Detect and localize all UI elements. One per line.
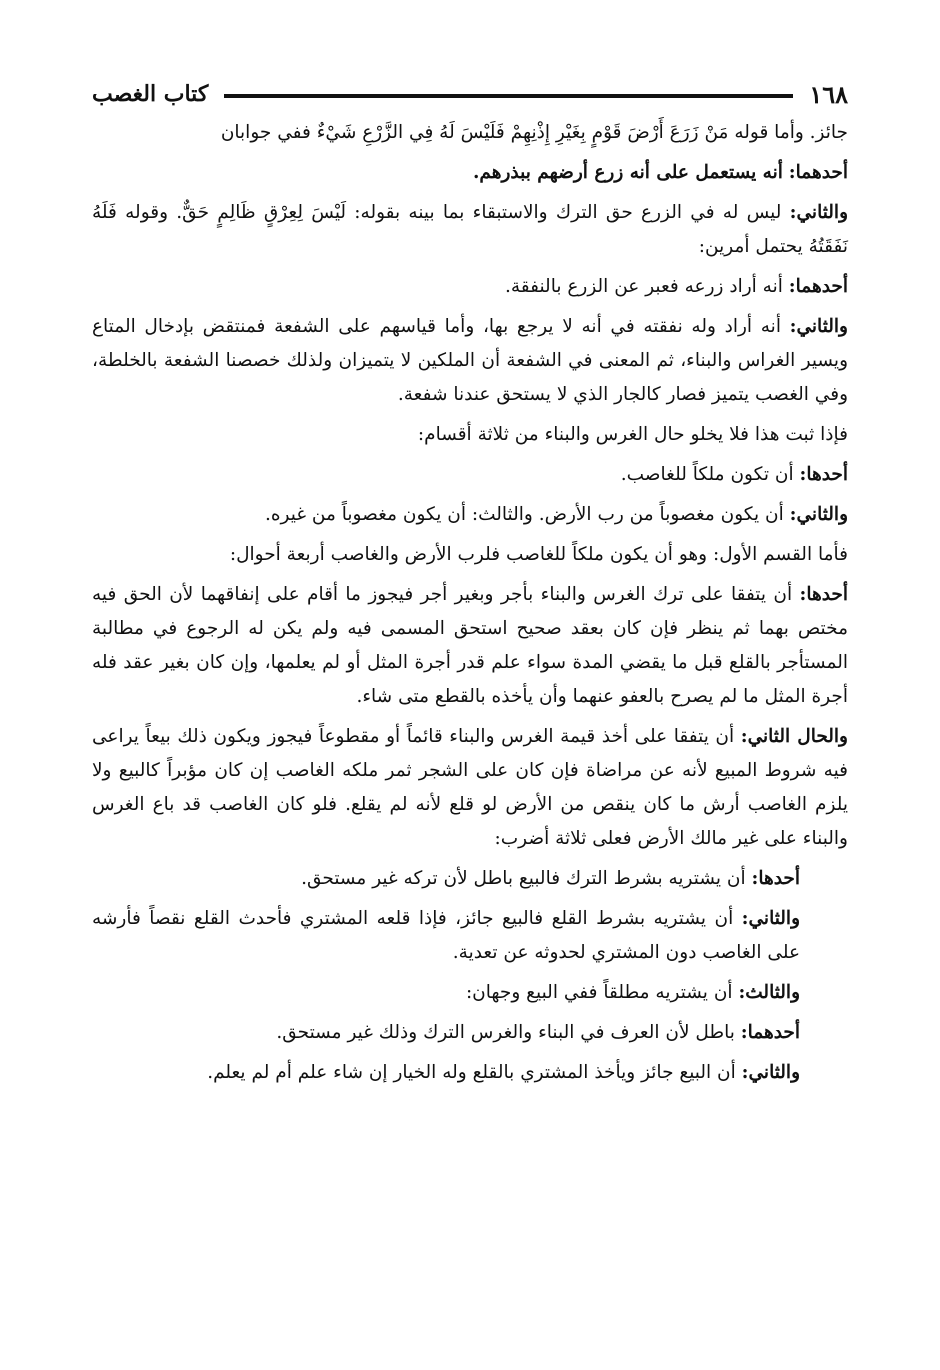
page-body bbox=[92, 116, 848, 1096]
paragraph: والثاني: أن يكون مغصوباً من رب الأرض. والثالث: أن يكون مغصوباً من غيره. bbox=[264, 504, 848, 525]
paragraph: فأما القسم الأول: وهو أن يكون ملكاً للغاصب فلرب الأرض والغاصب أربعة أحوال: bbox=[229, 544, 848, 565]
book-title: كتاب الغصب bbox=[92, 81, 209, 107]
header-rule bbox=[224, 94, 793, 98]
paragraph: والحال الثاني: أن يتفقا على أخذ قيمة الغرس والبناء قائماً أو مقطوعاً فيجوز ويكون ذلك بيعاً يراعى فيه شروط المبيع لأنه عن مراضاة فإن كان على الشجر ثمر ملكه الغاصب إن كان مؤبراً كالبيع ولا يلزم الغاصب أرش ما كان ينقص من الأرض لو قلع لأنه لم يقلع. فلو كان الغاصب قد باع الغرس والبناء على غير مالك الأرض فعلى ثلاثة أضرب: bbox=[92, 726, 848, 849]
paragraph: فإذا ثبت هذا فلا يخلو حال الغرس والبناء من ثلاثة أقسام: bbox=[417, 424, 848, 445]
paragraph: والثاني: أن يشتريه بشرط القلع فالبيع جائز، فإذا قلعه المشتري فأحدث القلع نقصاً فأرشه على الغاصب دون المشتري لحدوثه عن تعدية. bbox=[92, 908, 800, 963]
paragraph: أحدهما: أنه يستعمل على أنه زرع أرضهم ببذرهم. bbox=[472, 162, 848, 183]
paragraph: جائز. وأما قوله مَنْ زَرَعَ أَرْضَ قَوْمٍ بِغَيْرِ إِذْنِهِمْ فَلَيْسَ لَهُ فِي الزَّرْعِ شَيْءٌ ففي جوابان bbox=[220, 122, 848, 143]
paragraph: والثاني: أنه أراد وله نفقته في أنه لا يرجع بها، وأما قياسهم على الشفعة فمنتقض بإدخال المتاع ويسير الغراس والبناء، ثم المعنى في الشفعة أن الملكين لا يتميزان ولذلك خصصنا الشفعة بالخلطة، وفي الغصب يتميز فصار كالجار الذي لا يستحق عندنا شفعة. bbox=[92, 316, 848, 405]
paragraph: والثالث: أن يشتريه مطلقاً ففي البيع وجهان: bbox=[465, 982, 800, 1003]
paragraph: أحدها: أن يتفقا على ترك الغرس والبناء بأجر وبغير أجر فيجوز ما أقام على إنفاقهما لأن الحق فيه مختص بهما ثم ينظر فإن كان بعقد صحيح استحق المسمى فيه ولم يكن له الرجوع في مطالبة المستأجر بالقلع قبل ما يقضي المدة سواء علم قدر أجرة المثل أو لم يعلمها، وإن كان بغير عقد فله أجرة المثل ما لم يصرح بالعفو عنهما وأن يأخذه بالقطع متى شاء. bbox=[92, 584, 848, 707]
page-header bbox=[92, 74, 848, 114]
paragraph: والثاني: ليس له في الزرع حق الترك والاستبقاء بما بينه بقوله: لَيْسَ لِعِرْقٍ ظَالِمٍ حَقٌّ. وقوله فَلَهُ نَفَقَتُهُ يحتمل أمرين: bbox=[92, 202, 848, 257]
paragraph: والثاني: أن البيع جائز ويأخذ المشتري بالقلع وله الخيار إن شاء علم أم لم يعلم. bbox=[207, 1062, 800, 1083]
paragraph: أحدهما: باطل لأن العرف في البناء والغرس الترك وذلك غير مستحق. bbox=[276, 1022, 800, 1043]
paragraph: أحدها: أن تكون ملكاً للغاصب. bbox=[620, 464, 848, 485]
paragraph: أحدهما: أنه أراد زرعه فعبر عن الزرع بالنفقة. bbox=[504, 276, 848, 297]
paragraph: أحدها: أن يشتريه بشرط الترك فالبيع باطل لأن تركه غير مستحق. bbox=[301, 868, 800, 889]
page-number: ١٦٨ bbox=[809, 79, 848, 109]
